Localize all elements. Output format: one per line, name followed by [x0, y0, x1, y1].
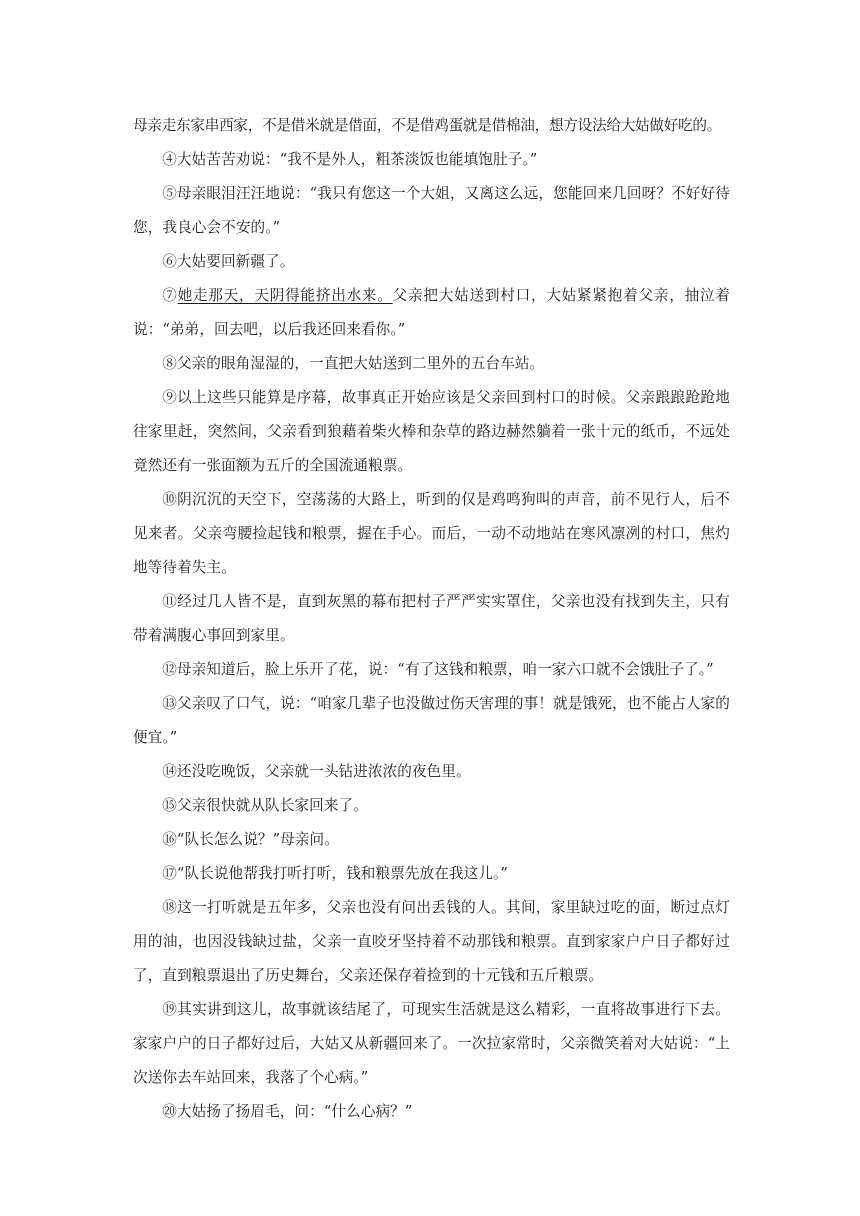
paragraph-11: ⑪经过几人皆不是，直到灰黑的幕布把村子严严实实罩住，父亲也没有找到失主，只有带着满腹心事回到家里。: [133, 593, 730, 644]
paragraph-8: ⑧父亲的眼角湿湿的，一直把大姑送到二里外的五台车站。: [162, 355, 545, 372]
paragraph-7-rest: 父亲把大姑送到村口，大姑紧紧抱着父亲，抽泣着说：“弟弟，回去吧，以后我还回来看你。”: [133, 287, 731, 338]
paragraph-5: ⑤母亲眼泪汪汪地说：“我只有您这一个大姐，又离这么远，您能回来几回呀？不好好待您，我良心会不安的。”: [133, 185, 730, 236]
paragraph-7: [133, 279, 730, 347]
paragraph-4: ④大姑苦苦劝说：“我不是外人，粗茶淡饭也能填饱肚子。”: [162, 151, 538, 168]
paragraph-18: ⑱这一打听就是五年多，父亲也没有问出丢钱的人。其间，家里缺过吃的面，断过点灯用的油，也因没钱缺过盐，父亲一直咬牙坚持着不动那钱和粮票。直到家家户户日子都好过了，直到粮票退出了历史舞台，父亲还保存着捡到的十元钱和五斤粮票。: [133, 899, 730, 984]
paragraph-19: ⑲其实讲到这儿，故事就该结尾了，可现实生活就是这么精彩，一直将故事进行下去。家家户户的日子都好过后，大姑又从新疆回来了。一次拉家常时，父亲微笑着对大姑说：“上次送你去车站回来，我落了个心病。”: [133, 1001, 730, 1086]
paragraph-12: ⑫母亲知道后，脸上乐开了花，说：“有了这钱和粮票，咱一家六口就不会饿肚子了。”: [162, 661, 714, 678]
paragraph-14: ⑭还没吃晚饭，父亲就一头钻进浓浓的夜色里。: [162, 763, 471, 780]
story-text: [133, 109, 730, 1129]
paragraph-9: ⑨以上这些只能算是序幕，故事真正开始应该是父亲回到村口的时候。父亲踉踉跄跄地往家里赶，突然间，父亲看到狼藉着柴火棒和杂草的路边赫然躺着一张十元的纸币，不远处竟然还有一张面额为五斤的全国流通粮票。: [133, 389, 730, 474]
paragraph-7-underlined-sentence: 她走那天，天阴得能挤出水来。: [177, 287, 393, 304]
paragraph-7-number: ⑦: [162, 287, 178, 304]
paragraph-3-continuation: 母亲走东家串西家，不是借米就是借面，不是借鸡蛋就是借棉油，想方设法给大姑做好吃的。: [133, 117, 722, 134]
paragraph-15: ⑮父亲很快就从队长家回来了。: [162, 797, 368, 814]
paragraph-20: ⑳大姑扬了扬眉毛，问：“什么心病？”: [162, 1103, 413, 1120]
paragraph-17: ⑰“队长说他帮我打听打听，钱和粮票先放在我这儿。”: [162, 865, 508, 882]
paragraph-16: ⑯“队长怎么说？”母亲问。: [162, 831, 339, 848]
paragraph-13: ⑬父亲叹了口气，说：“咱家几辈子也没做过伤天害理的事！就是饿死，也不能占人家的便宜。”: [133, 695, 730, 746]
paragraph-10: ⑩阴沉沉的天空下，空荡荡的大路上，听到的仅是鸡鸣狗叫的声音，前不见行人，后不见来者。父亲弯腰捡起钱和粮票，握在手心。而后，一动不动地站在寒风凛冽的村口，焦灼地等待着失主。: [133, 491, 730, 576]
paragraph-6: ⑥大姑要回新疆了。: [162, 253, 295, 270]
